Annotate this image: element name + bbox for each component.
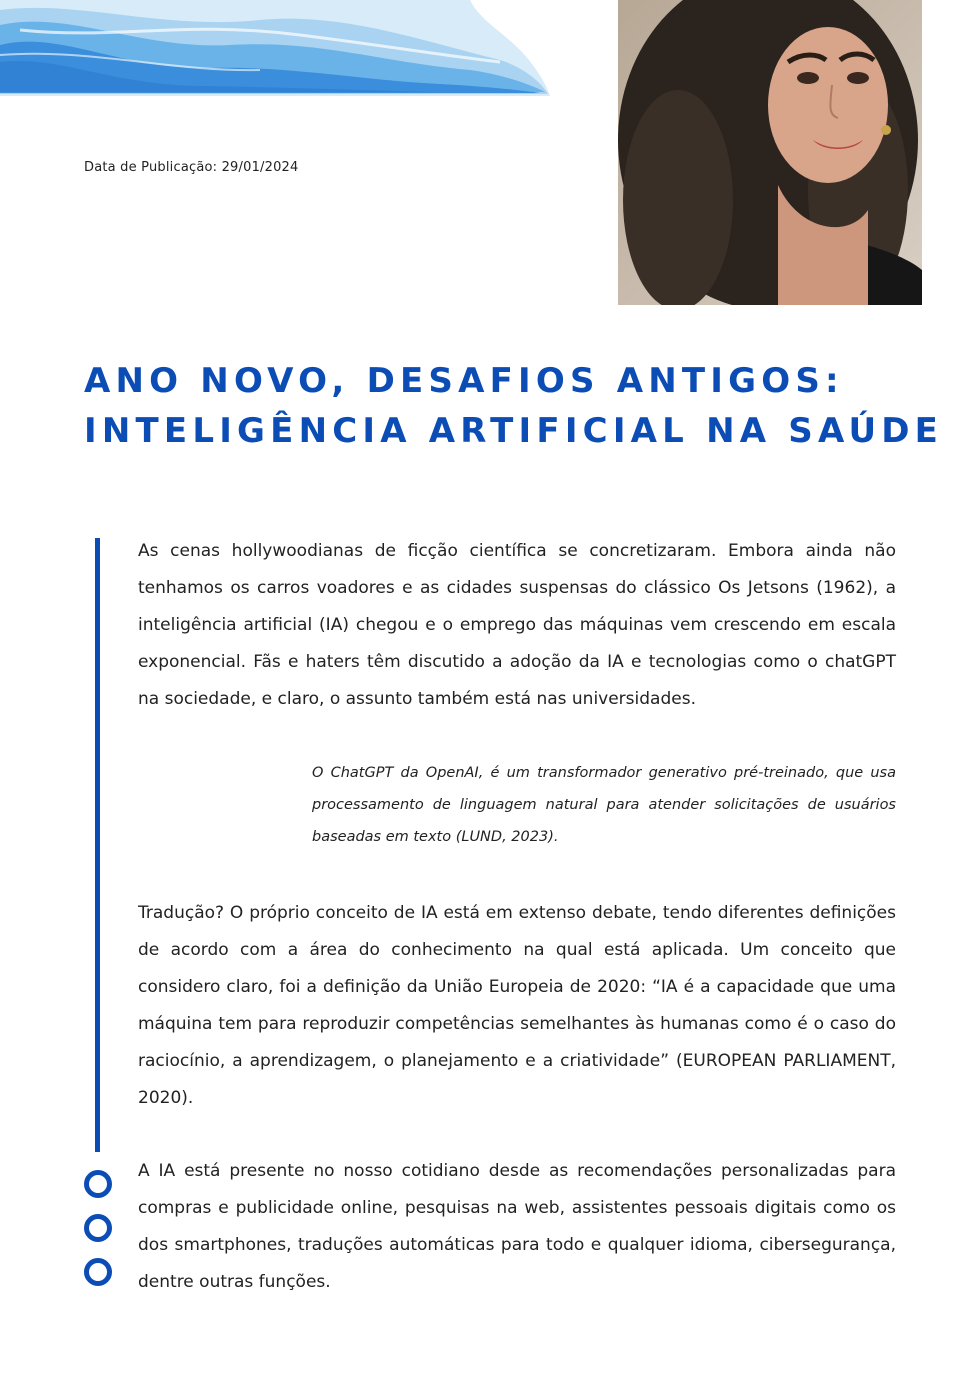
watercolor-wave-decoration: [0, 0, 560, 100]
author-photo: [618, 0, 922, 305]
decorative-ring-icon: [84, 1214, 112, 1242]
vertical-accent-bar: [95, 538, 100, 1152]
block-quote: O ChatGPT da OpenAI, é um transformador generativo pré-treinado, que usa processamento de linguagem natural para atender solicitações de usuários baseadas em texto (LUND, 2023).: [312, 765, 896, 845]
decorative-ring-icon: [84, 1170, 112, 1198]
paragraph-definition: Tradução? O próprio conceito de IA está em extenso debate, tendo diferentes definições de acordo com a área do conhecimento na qual está aplicada. Um conceito que considero claro, foi a definição da União Europeia de 2020: “IA é a capacidade que uma máquina tem para reproduzir competências semelhantes às humanas como é o caso do raciocínio, a aprendizagem, o planejamento e a criatividade” (EUROPEAN PARLIAMENT, 2020).: [138, 903, 896, 1108]
paragraph-intro: As cenas hollywoodianas de ficção científica se concretizaram. Embora ainda não tenhamos os carros voadores e as cidades suspensas do clássico Os Jetsons (1962), a inteligência artificial (IA) chegou e o emprego das máquinas vem crescendo em escala exponencial. Fãs e haters têm discutido a adoção da IA e tecnologias como o chatGPT na sociedade, e claro, o assunto também está nas universidades.: [138, 541, 896, 709]
article-title: [84, 356, 944, 456]
title-line-2: INTELIGÊNCIA ARTIFICIAL NA SAÚDE: [84, 411, 944, 451]
publication-date: Data de Publicação: 29/01/2024: [84, 160, 299, 175]
title-line-1: ANO NOVO, DESAFIOS ANTIGOS:: [84, 361, 844, 401]
decorative-ring-icon: [84, 1258, 112, 1286]
paragraph-daily-use: A IA está presente no nosso cotidiano desde as recomendações personalizadas para compras e publicidade online, pesquisas na web, assistentes pessoais digitais como os dos smartphones, traduções automáticas para todo e qualquer idioma, cibersegurança, dentre outras funções.: [138, 1161, 896, 1292]
